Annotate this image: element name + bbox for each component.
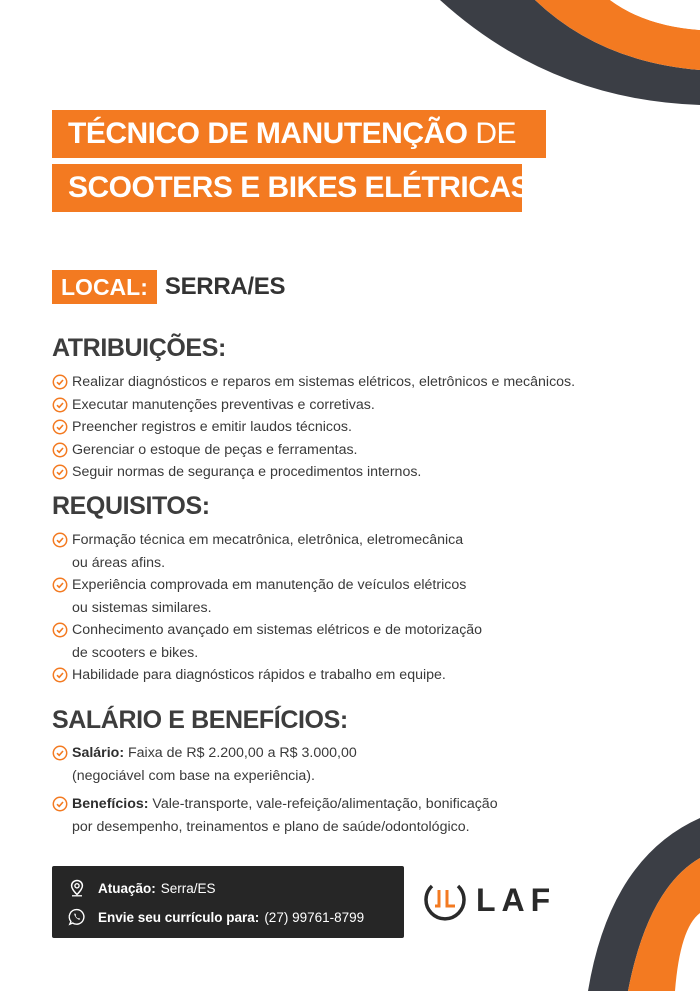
salario-line-2: (negociável com base na experiência). [72, 767, 315, 784]
list-item-text: Gerenciar o estoque de peças e ferramentas. [72, 441, 358, 458]
list-item-text: Executar manutenções preventivas e corretivas. [72, 396, 375, 413]
section-title-salario: SALÁRIO E BENEFÍCIOS: [52, 706, 348, 734]
check-circle-icon [52, 622, 68, 638]
title-line-1 [52, 110, 546, 158]
list-item-beneficios [52, 793, 498, 838]
company-logo [422, 877, 596, 923]
check-circle-icon [52, 419, 68, 435]
title-line-2: SCOOTERS E BIKES ELÉTRICAS [52, 164, 522, 212]
phone-number[interactable]: (27) 99761-8799 [264, 909, 365, 925]
check-circle-icon [52, 745, 68, 761]
location-pin-icon [68, 879, 86, 897]
list-item-line-1: Conhecimento avançado em sistemas elétricos e de motorização [72, 622, 483, 638]
section-title-atribuicoes: ATRIBUIÇÕES: [52, 334, 226, 362]
list-item-text [72, 529, 463, 574]
list-item [52, 394, 575, 417]
list-item-text [72, 742, 357, 787]
list-item-text: Realizar diagnósticos e reparos em sistemas elétricos, eletrônicos e mecânicos. [72, 374, 576, 390]
beneficios-label: Benefícios: [72, 796, 149, 812]
section-title-requisitos: REQUISITOS: [52, 492, 210, 520]
requisitos-list [52, 529, 482, 687]
location-label: LOCAL: [52, 270, 157, 304]
atribuicoes-list [52, 371, 575, 484]
list-item-salario [52, 742, 498, 787]
list-item-line-2: ou sistemas similares. [72, 599, 212, 616]
list-item-text: Preencher registros e emitir laudos técnicos. [72, 419, 352, 435]
check-circle-icon [52, 464, 68, 480]
list-item-line-1: Experiência comprovada em manutenção de veículos elétricos [72, 577, 467, 593]
check-circle-icon [52, 397, 68, 413]
title-thin-text: DE [467, 117, 517, 150]
salario-line-1: Faixa de R$ 2.200,00 a R$ 3.000,00 [124, 745, 357, 761]
logo-text: LAF [476, 885, 557, 915]
salario-label: Salário: [72, 745, 125, 761]
check-circle-icon [52, 796, 68, 812]
check-circle-icon [52, 577, 68, 593]
check-circle-icon [52, 374, 68, 390]
list-item-text: Seguir normas de segurança e procedimentos internos. [72, 464, 422, 480]
location-row [52, 270, 285, 304]
salario-list [52, 742, 498, 838]
job-title [52, 110, 546, 212]
list-item-text [72, 574, 466, 619]
location-value: SERRA/ES [164, 273, 286, 300]
list-item-text [72, 619, 482, 664]
list-item-line-1: Formação técnica em mecatrônica, eletrônica, eletromecânica [72, 532, 464, 548]
logo-emblem-icon [422, 877, 468, 923]
whatsapp-icon [68, 908, 86, 926]
check-circle-icon [52, 532, 68, 548]
curriculo-row [68, 904, 388, 930]
list-item [52, 371, 575, 394]
curriculo-label: Envie seu currículo para: [98, 909, 260, 925]
list-item [52, 416, 575, 439]
list-item-line-2: de scooters e bikes. [72, 644, 199, 661]
list-item-text: Habilidade para diagnósticos rápidos e trabalho em equipe. [72, 667, 446, 683]
atuacao-label: Atuação: [98, 880, 156, 896]
list-item [52, 574, 482, 619]
beneficios-line-2: por desempenho, treinamentos e plano de saúde/odontológico. [72, 818, 470, 835]
check-circle-icon [52, 442, 68, 458]
list-item [52, 529, 482, 574]
list-item-line-2: ou áreas afins. [72, 554, 166, 571]
corner-decoration-top [440, 0, 700, 110]
beneficios-line-1: Vale-transporte, vale-refeição/alimentação, bonificação [148, 796, 498, 812]
atuacao-row [68, 875, 388, 901]
logo-wordmark [476, 885, 596, 915]
contact-box [52, 866, 404, 938]
list-item-text [72, 793, 498, 838]
list-item [52, 461, 575, 484]
corner-decoration-bottom [580, 818, 700, 991]
check-circle-icon [52, 667, 68, 683]
list-item [52, 619, 482, 664]
list-item [52, 439, 575, 462]
list-item [52, 664, 482, 687]
atuacao-value: Serra/ES [160, 880, 216, 896]
title-bold-text: TÉCNICO DE MANUTENÇÃO [68, 117, 468, 150]
